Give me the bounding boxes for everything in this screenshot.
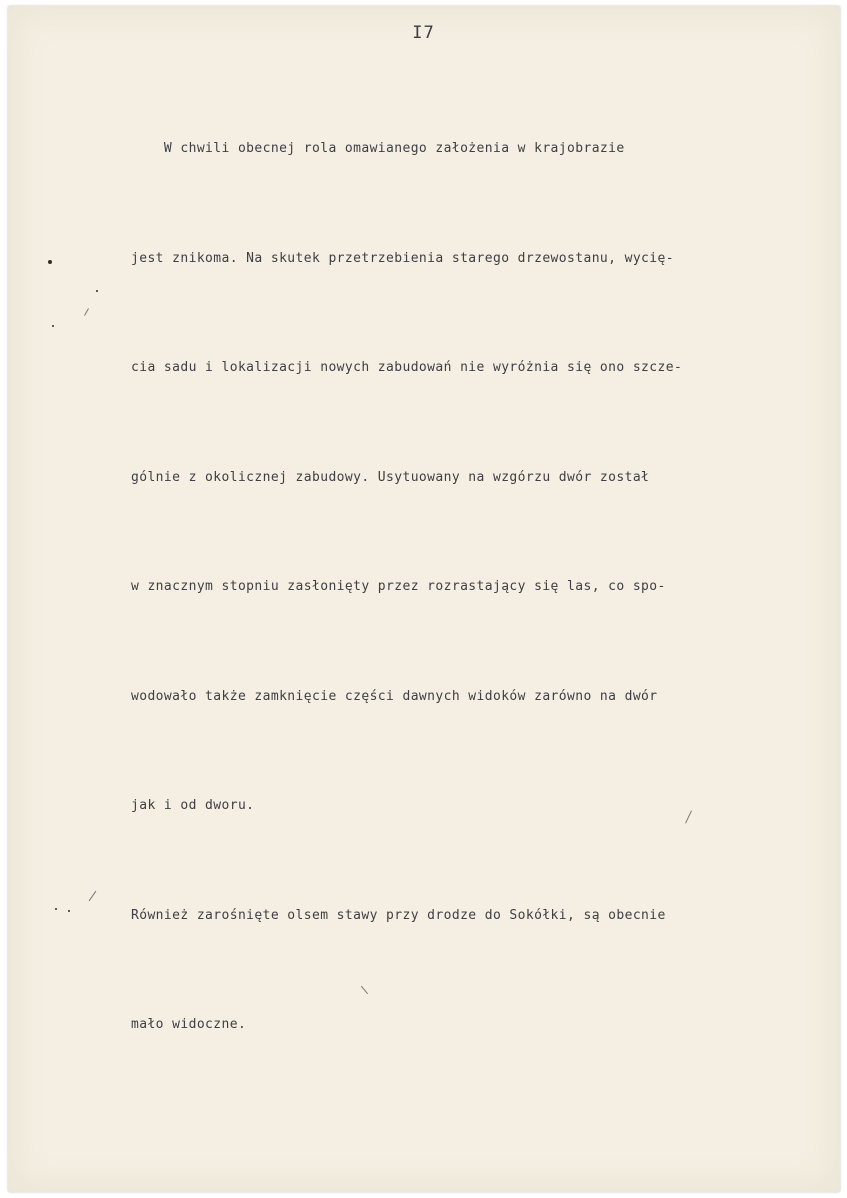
text-line: gólnie z okolicznej zabudowy. Usytuowany na wzgórzu dwór został	[131, 469, 650, 485]
paper-speck	[48, 260, 52, 264]
text-line: w znacznym stopniu zasłonięty przez rozrastający się las, co spo-	[131, 579, 666, 594]
page-number: I7	[412, 23, 435, 43]
text-line: wodowało także zamknięcie części dawnych widoków zarówno na dwór	[131, 688, 658, 704]
text-line: jest znikoma. Na skutek przetrzebienia starego drzewostanu, wycię-	[131, 250, 674, 266]
paper-speck	[68, 910, 70, 912]
paper-speck	[52, 325, 54, 327]
text-line: mało widoczne.	[131, 1017, 247, 1032]
text-line: W chwili obecnej rola omawianego założenia w krajobrazie	[131, 141, 625, 156]
paper-speck	[55, 908, 57, 910]
text-line: jak i od dworu.	[131, 798, 255, 813]
typewritten-text	[131, 58, 831, 1080]
text-line: Również zarośnięte olsem stawy przy drodze do Sokółki, są obecnie	[131, 907, 666, 923]
text-line: cia sadu i lokalizacji nowych zabudowań nie wyróżnia się ono szcze-	[131, 360, 683, 375]
paper-speck	[96, 290, 98, 292]
